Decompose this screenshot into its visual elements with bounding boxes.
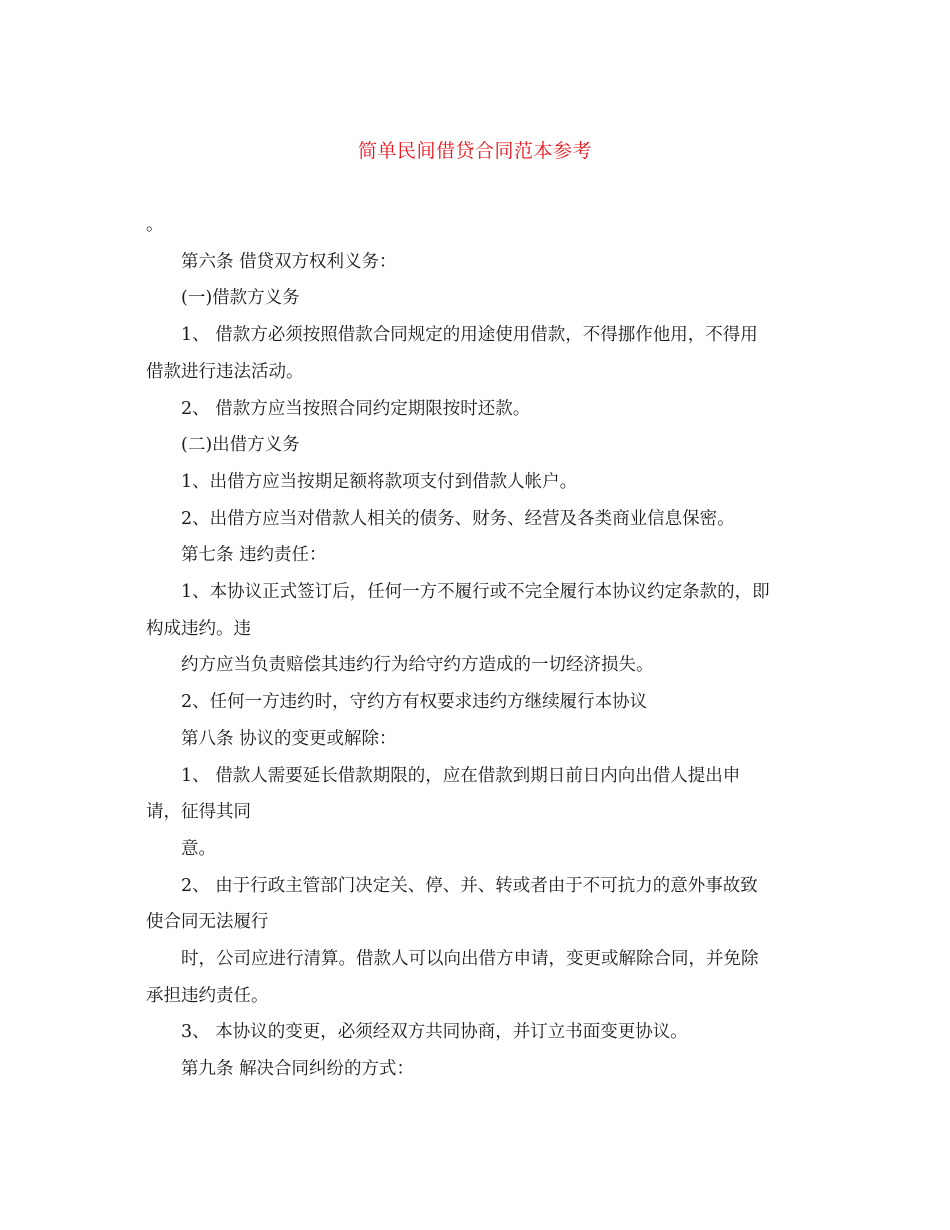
borrower-obligations-heading: (一)借款方义务 [181, 288, 300, 309]
borrower-obligation-1-line-1: 1、 借款方必须按照借款合同规定的用途使用借款，不得挪作他用，不得用 [181, 325, 758, 346]
article-8-heading: 第八条 协议的变更或解除： [181, 728, 397, 749]
lender-obligations-heading: (二)出借方义务 [181, 435, 300, 456]
change-clause-2-line-4: 承担违约责任。 [146, 985, 269, 1006]
change-clause-2-line-1: 2、 由于行政主管部门决定关、停、并、转或者由于不可抗力的意外事故致 [181, 875, 758, 896]
article-9-heading: 第九条 解决合同纠纷的方式： [181, 1059, 415, 1080]
borrower-obligation-2: 2、 借款方应当按照合同约定期限按时还款。 [181, 398, 531, 419]
article-6-heading: 第六条 借贷双方权利义务： [181, 251, 397, 272]
change-clause-2-line-3: 时，公司应进行清算。借款人可以向出借方申请，变更或解除合同，并免除 [181, 949, 759, 970]
breach-clause-2: 2、任何一方违约时，守约方有权要求违约方继续履行本协议 [181, 692, 648, 713]
breach-clause-1-line-3: 约方应当负责赔偿其违约行为给守约方造成的一切经济损失。 [181, 655, 654, 676]
change-clause-1-line-2: 请，征得其同 [146, 802, 251, 823]
document-body [146, 207, 811, 1088]
change-clause-1-line-1: 1、 借款人需要延长借款期限的，应在借款到期日前日内向出借人提出申 [181, 765, 741, 786]
paragraph-period: 。 [146, 215, 164, 235]
article-7-heading: 第七条 违约责任： [181, 545, 327, 566]
change-clause-2-line-2: 使合同无法履行 [146, 912, 269, 933]
document-title: 简单民间借贷合同范本参考 [357, 140, 592, 162]
change-clause-1-line-3: 意。 [181, 838, 216, 859]
lender-obligation-1: 1、出借方应当按期足额将款项支付到借款人帐户。 [181, 471, 578, 492]
breach-clause-1-line-2: 构成违约。违 [146, 618, 251, 639]
change-clause-3: 3、 本协议的变更，必须经双方共同协商，并订立书面变更协议。 [181, 1022, 688, 1043]
breach-clause-1-line-1: 1、本协议正式签订后，任何一方不履行或不完全履行本协议约定条款的，即 [181, 582, 770, 603]
lender-obligation-2: 2、出借方应当对借款人相关的债务、财务、经营及各类商业信息保密。 [181, 508, 735, 529]
borrower-obligation-1-line-2: 借款进行违法活动。 [146, 361, 304, 382]
